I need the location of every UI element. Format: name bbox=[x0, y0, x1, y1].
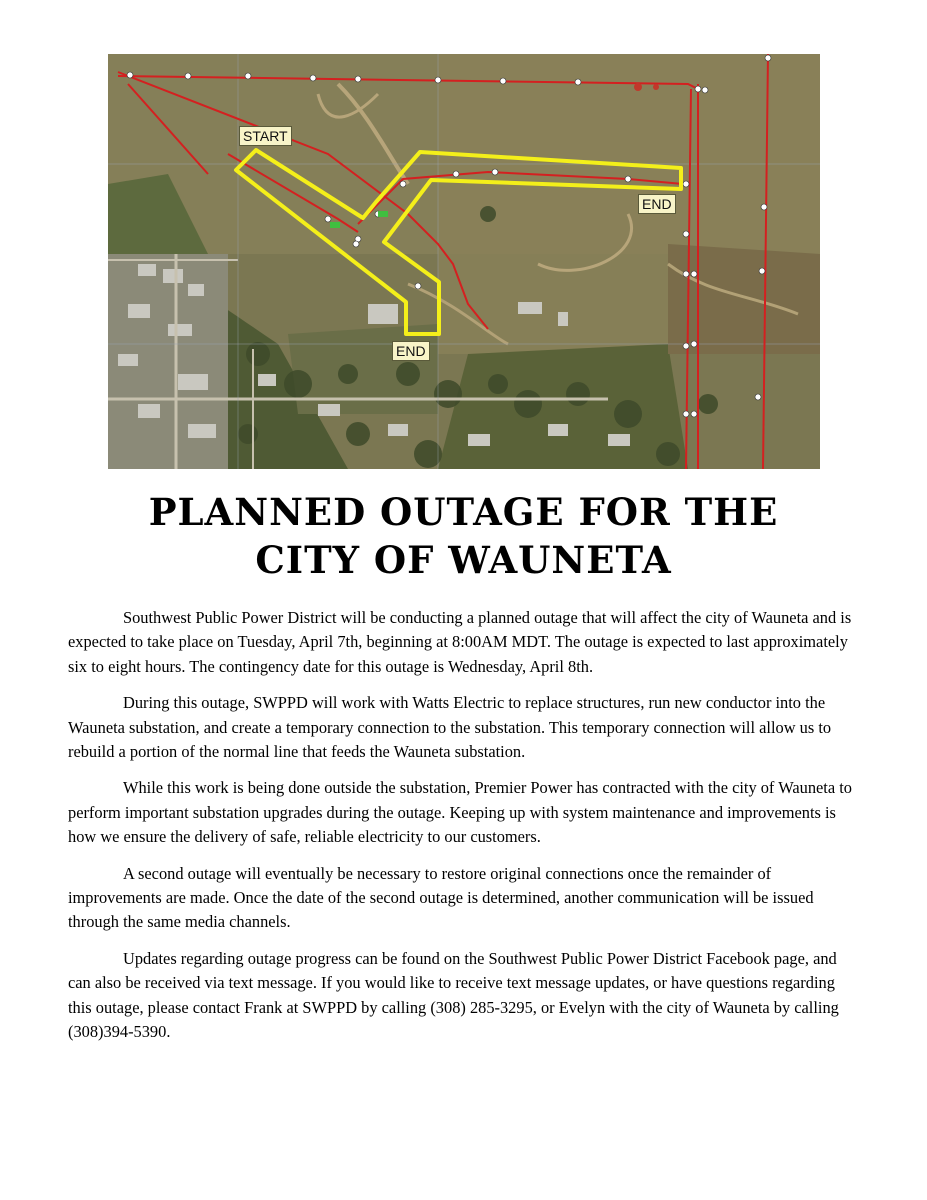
end-label-bottom: END bbox=[392, 341, 430, 361]
outage-area-map bbox=[108, 54, 820, 469]
paragraph-contact-info: Updates regarding outage progress can be found on the Southwest Public Power District Facebook page, and can also be received via text message. If you would like to receive text message updates, or have questions regarding this outage, please contact Frank at SWPPD by calling (308) 285-3295, or Evelyn with the city of Wauneta by calling (308)394-5390. bbox=[68, 948, 839, 1042]
paragraph-work-details: During this outage, SWPPD will work with Watts Electric to replace structures, run new conductor into the Wauneta substation, and create a temporary connection to the substation. This temporary connection will allow us to rebuild a portion of the normal line that feeds the Wauneta substation. bbox=[68, 693, 832, 762]
paragraph-substation-upgrades: While this work is being done outside the substation, Premier Power has contracted with the city of Wauneta to perform important substation upgrades during the outage. Keeping up with system maintenance and improvements is how we ensure the delivery of safe, reliable electricity to our customers. bbox=[68, 778, 852, 847]
page-title bbox=[0, 488, 927, 584]
aerial-map-image bbox=[108, 54, 820, 469]
announcement-body bbox=[68, 606, 858, 1057]
title-line-2: CITY OF WAUNETA bbox=[255, 538, 672, 582]
paragraph-outage-date: Southwest Public Power District will be conducting a planned outage that will affect the city of Wauneta and is expected to take place on Tuesday, April 7th, beginning at 8:00AM MDT. The outage is expected to last approximately six to eight hours. The contingency date for this outage is Wednesday, April 8th. bbox=[68, 608, 852, 676]
title-line-1: PLANNED OUTAGE FOR THE bbox=[148, 490, 779, 534]
start-label: START bbox=[239, 126, 292, 146]
paragraph-second-outage: A second outage will eventually be necessary to restore original connections once the remainder of improvements are made. Once the date of the second outage is determined, another communication will be issued through the same media channels. bbox=[68, 863, 814, 932]
end-label-right: END bbox=[638, 194, 676, 214]
